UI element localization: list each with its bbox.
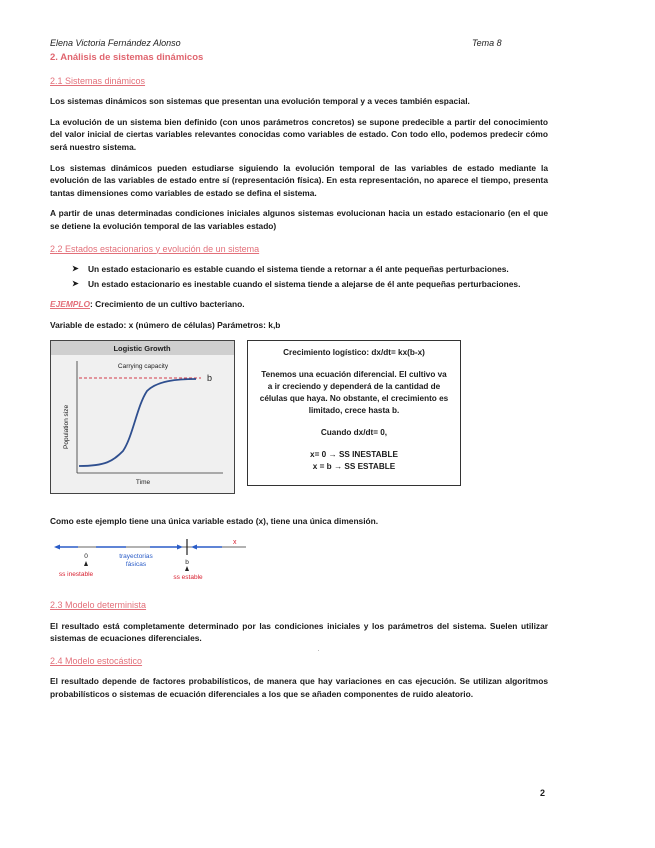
logistic-growth-svg [51,341,234,493]
logistic-growth-graph [50,340,235,494]
heading-estados-estacionarios: 2.2 Estados estacionarios y evolución de un sistema [50,243,260,254]
info-title: Crecimiento logístico: dx/dt= kx(b-x) [283,347,425,357]
paragraph: El resultado depende de factores probabilísticos, de manera que hay variaciones en cas ejecución. Se utilizan algoritmos probabilísticos o sistemas de ecuación diferenciales a los que se añaden componentes de ruido aleatorio. [50,676,548,700]
example-text: : Crecimiento de un cultivo bacteriano. [90,299,245,310]
list-item-text: Un estado estacionario es inestable cuando el sistema tiende a alejarse de él ante pequeñas perturbaciones. [88,278,521,289]
bullet-list [50,263,548,290]
page-number: 2 [540,788,546,798]
arrow-bullet-icon: ➤ [72,278,79,288]
paragraph: A partir de unas determinadas condiciones iniciales algunos sistemas evolucionan hacia un estado estacionario (en el que se detiene la evolución temporal de las variables estado) [50,208,548,231]
y-label: Population size [63,404,70,449]
paragraph: Los sistemas dinámicos son sistemas que presentan una evolución temporal y a veces también espacial. [50,96,470,107]
right-arrow-head-icon [191,545,197,550]
list-item [50,278,548,291]
unstable-label: ss inestable [58,571,94,579]
b-label: b [207,372,213,383]
paragraph: Los sistemas dinámicos pueden estudiarse siguiendo la evolución temporal de las variables de estado mediante la evolución de las variables de estado entre sí (representación física). En esta representación, no aparece el tiempo, presenta tantas dimensiones como variables de estado se defina el sistema. [50,162,548,198]
x-axis-label: x [233,539,237,547]
stable-pointer-icon [185,566,189,571]
phase-line-figure [50,535,548,587]
graph-title: Logistic Growth [113,343,171,353]
logistic-curve [79,379,196,466]
x-label: Time [135,478,151,486]
capacity-label: Carrying capacity [117,362,169,370]
list-item-text: Un estado estacionario es estable cuando el sistema tiende a retornar a él ante pequeñas perturbaciones. [88,264,509,275]
trajectory-label-1: trayectorias [119,553,153,561]
zero-label: 0 [84,553,88,561]
example-line [50,298,548,311]
heading-modelo-determinista: 2.3 Modelo determinista [50,600,147,611]
section-title: 2. Análisis de sistemas dinámicos [50,52,204,63]
decorative-dot [318,650,319,651]
phase-line-svg [50,535,250,587]
b-point-label: b [185,559,189,567]
info-ss-stable: x = b → SS ESTABLE [312,461,396,471]
dimension-text: Como este ejemplo tiene una única variable estado (x), tiene una única dimensión. [50,515,379,526]
list-item [50,263,548,276]
trajectory-label-2: fásicas [125,561,147,569]
logistic-info-box [247,340,461,486]
unstable-pointer-icon [84,561,88,566]
info-condition: Cuando dx/dt= 0, [320,427,388,437]
paragraph: El resultado está completamente determinado por las condiciones iniciales y los parámetros del sistema. Suelen utilizar sistemas de ecuaciones diferenciales. [50,620,548,644]
heading-sistemas-dinamicos: 2.1 Sistemas dinámicos [50,75,146,86]
header-author: Elena Victoria Fernández Alonso [50,38,181,48]
main-content [50,52,548,709]
left-arrow-head-icon [54,545,60,550]
figure-row [50,340,548,505]
arrow-bullet-icon: ➤ [72,264,79,274]
info-ss-unstable: x= 0 → SS INESTABLE [310,449,398,459]
example-label: EJEMPLO [50,299,91,310]
header-topic: Tema 8 [472,38,502,48]
info-text: Tenemos una ecuación diferencial. El cultivo va a ir creciendo y dependerá de la cantidad de células que haya. No obstante, el crecimiento es limitado, crece hasta b. [259,369,449,415]
paragraph: La evolución de un sistema bien definido (con unos parámetros concretos) se supone predecible a partir del conocimiento del valor inicial de ciertas variables relevantes conocidas como variables de estado. Con todo ello, podemos predecir cómo será nuestro sistema. [50,116,548,152]
heading-modelo-estocastico: 2.4 Modelo estocástico [50,655,143,666]
variables-line: Variable de estado: x (número de células) Parámetros: k,b [50,319,281,330]
stable-label: ss estable [173,574,203,582]
